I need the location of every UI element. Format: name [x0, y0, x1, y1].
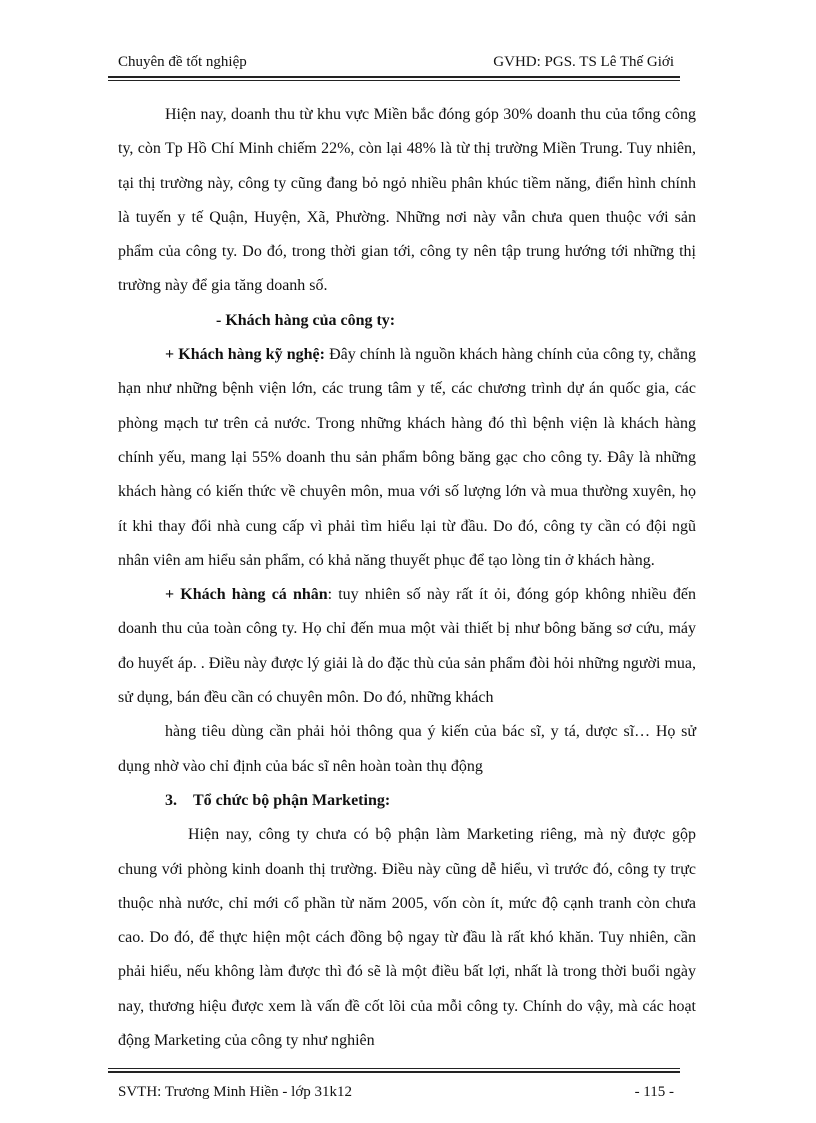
- heading-marketing-section: [118, 784, 696, 818]
- page-number: - 115 -: [634, 1084, 674, 1100]
- header-rule: [108, 76, 680, 81]
- footer-left-text: SVTH: Trương Minh Hiền - lớp 31k12: [118, 1084, 353, 1100]
- paragraph-individual-customers-cont: hàng tiêu dùng cần phải hỏi thông qua ý kiến của bác sĩ, y tá, dược sĩ… Họ sử dụng nhờ vào chỉ định của bác sĩ nên hoàn toàn thụ động: [118, 723, 696, 775]
- section-title: Tổ chức bộ phận Marketing:: [193, 791, 391, 809]
- heading-customers: - Khách hàng của công ty:: [216, 311, 396, 329]
- document-body: [118, 98, 696, 1058]
- page-footer: [118, 1082, 674, 1102]
- label-industrial-customers: + Khách hàng kỹ nghệ:: [165, 346, 325, 364]
- header-left-text: Chuyên đề tốt nghiệp: [118, 54, 247, 70]
- text-individual-customers: : tuy nhiên số này rất ít ỏi, đóng góp không nhiều đến doanh thu của toàn công ty. Họ chỉ đến mua một vài thiết bị như bông băng sơ cứu, máy đo huyết áp. . Điều này được lý giải là do đặc thù của sản phẩm đòi hỏi những người mua, sử dụng, bán đều cần có chuyên môn. Do đó, những khách: [118, 586, 696, 707]
- paragraph-industrial-customers: [118, 338, 696, 578]
- text-industrial-customers: Đây chính là nguồn khách hàng chính của công ty, chẳng hạn như những bệnh viện lớn, các trung tâm y tế, các chương trình dự án quốc gia, các phòng mạch tư trên cả nước. Trong những khách hàng đó thì bệnh viện là khách hàng chính yếu, mang lại 55% doanh thu sản phẩm bông băng gạc cho công ty. Đây là những khách hàng có kiến thức về chuyên môn, mua với số lượng lớn và mua thường xuyên, họ ít khi thay đổi nhà cung cấp vì phải tìm hiểu lại từ đầu. Do đó, công ty cần có đội ngũ nhân viên am hiểu sản phẩm, có khả năng thuyết phục để tạo lòng tin ở khách hàng.: [118, 346, 697, 569]
- paragraph-revenue: Hiện nay, doanh thu từ khu vực Miền bắc đóng góp 30% doanh thu của tổng công ty, còn Tp Hồ Chí Minh chiếm 22%, còn lại 48% là từ thị trường Miền Trung. Tuy nhiên, tại thị trường này, công ty cũng đang bỏ ngỏ nhiều phân khúc tiềm năng, điển hình chính là tuyến y tế Quận, Huyện, Xã, Phường. Những nơi này vẫn chưa quen thuộc với sản phẩm của công ty. Do đó, trong thời gian tới, công ty nên tập trung hướng tới những thị trường này để gia tăng doanh số.: [118, 106, 696, 295]
- paragraph-marketing: Hiện nay, công ty chưa có bộ phận làm Marketing riêng, mà nỳ được gộp chung với phòng kinh doanh thị trường. Điều này cũng dễ hiểu, vì trước đó, công ty trực thuộc nhà nước, chỉ mới cổ phần từ năm 2005, vốn còn ít, mức độ cạnh tranh còn chưa cao. Do đó, để thực hiện một cách đồng bộ ngay từ đầu là rất khó khăn. Tuy nhiên, cần phải hiểu, nếu không làm được thì đó sẽ là một điều bất lợi, nhất là trong thời buổi ngày nay, thương hiệu được xem là vấn đề cốt lõi của mỗi công ty. Chính do vậy, mà các hoạt động Marketing của công ty như nghiên: [118, 826, 696, 1050]
- section-number: 3.: [165, 791, 177, 809]
- paragraph-individual-customers: [118, 578, 696, 715]
- label-individual-customers: + Khách hàng cá nhân: [165, 586, 328, 604]
- page-header: [118, 52, 674, 72]
- footer-rule: [108, 1068, 680, 1073]
- header-right-text: GVHD: PGS. TS Lê Thế Giới: [493, 54, 674, 70]
